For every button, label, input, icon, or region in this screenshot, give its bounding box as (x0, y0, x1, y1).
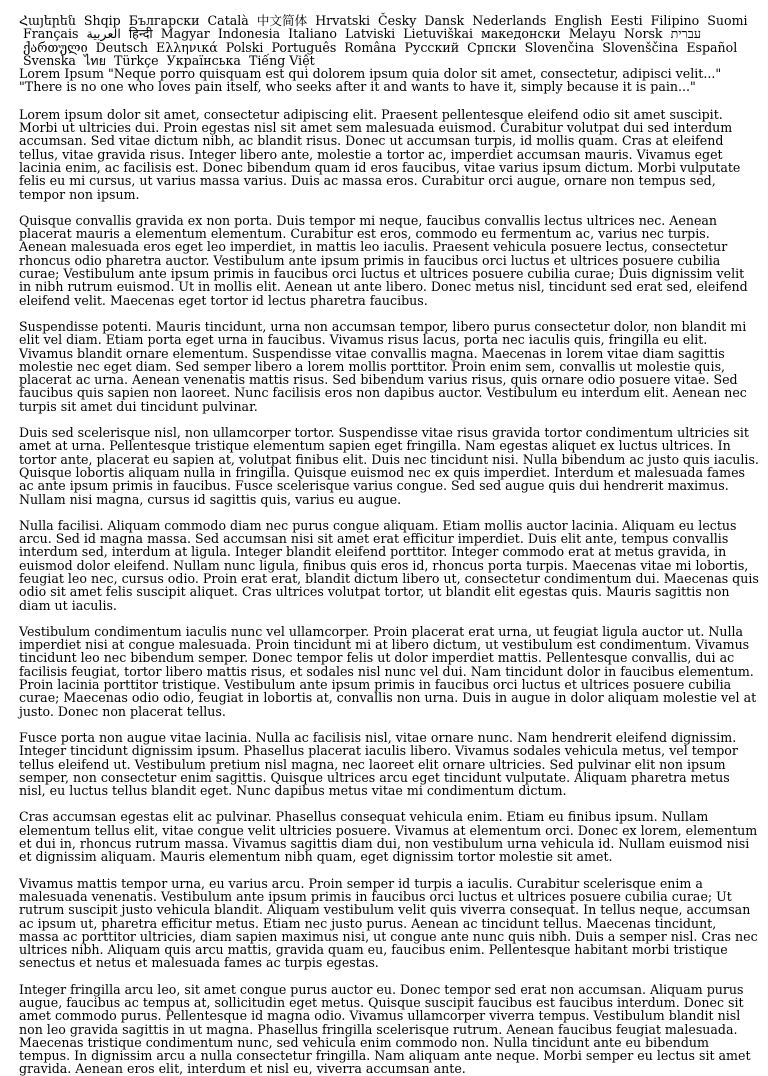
language-link-catalan[interactable]: Català (207, 13, 249, 28)
language-link-slovenian[interactable]: Slovenščina (602, 39, 679, 55)
paragraph: Fusce porta non augue vitae lacinia. Nulla ac facilisis nisl, vitae ornare nunc. Nam hendrerit eleifend dignissim. Integer tincidunt dignissim ipsum. Phasellus placerat iaculis libero. Vivamus sodales vehicula metus, vel tempor tellus eleifend ut. Vestibulum pretium nisl magna, nec laoreet elit ornare ultricies. Sed pulvinar elit non ipsum semper, non consectetur enim sagittis. Quisque ultrices arcu eget tincidunt vulputate. Aliquam pharetra metus nisl, eu luctus tellus blandit eget. Nunc dapibus metus vitae mi condimentum dictum. (19, 729, 738, 799)
language-link-lithuanian[interactable]: Lietuviškai (403, 26, 473, 42)
language-link-indonesian[interactable]: Indonesia (217, 26, 281, 42)
language-link-dutch[interactable]: Nederlands (472, 13, 547, 28)
language-link-hindi[interactable]: हिन्दी (128, 26, 153, 42)
paragraph: Integer fringilla arcu leo, sit amet congue purus auctor eu. Donec tempor sed erat non accumsan. Aliquam purus augue, faucibus ac tempus at, sollicitudin eget metus. Quisque suscipit faucibus est faucibus interdum. Donec sit amet commodo purus. Pellentesque id magna odio. Vivamus ullamcorper viverra tempus. Vestibulum blandit nisl non leo gravida sagittis in ut magna. Phasellus fringilla scelerisque rutrum. Aenean faucibus feugiat malesuada. Maecenas tristique condimentum nunc, sed vehicula enim commodo non. Nulla tincidunt ante eu bibendum tempus. In dignissim arcu a nulla consectetur fringilla. Nam aliquam ante neque. Morbi semper eu lectus sit amet gravida. Aenean eros elit, interdum et nisl eu, viverra accumsan ante. (19, 981, 751, 1076)
language-link-albanian[interactable]: Shqip (83, 13, 121, 28)
language-link-armenian[interactable]: Հայերեն (19, 13, 76, 28)
language-link-arabic[interactable]: العربية (86, 26, 121, 42)
language-link-greek[interactable]: Ελληνικά (156, 39, 218, 55)
paragraph: Vivamus mattis tempor urna, eu varius arcu. Proin semper id turpis a iaculis. Curabitur scelerisque enim a malesuada venenatis. Vestibulum ante ipsum primis in faucibus orci luctus et ultrices posuere cubilia curae; Ut rutrum suscipit justo vehicula blandit. Aliquam vestibulum velit quis viverra consequat. In tellus neque, accumsan ac ipsum ut, pharetra efficitur metus. Etiam nec justo purus. Aenean ac tincidunt tellus. Maecenas tincidunt, massa ac porttitor ultricies, diam sapien maximus nisi, ut congue ante nunc quis nibh. Duis a semper nisl. Cras nec ultrices nibh. Aliquam quis arcu mattis, gravida quam eu, faucibus enim. Pellentesque habitant morbi tristique senectus et netus et malesuada fames ac turpis egestas. (19, 875, 758, 971)
language-link-german[interactable]: Deutsch (95, 39, 149, 55)
lead-title: Lorem Ipsum (19, 66, 104, 82)
language-link-russian[interactable]: Русский (404, 39, 460, 55)
language-link-swedish[interactable]: Svenska (23, 52, 76, 68)
paragraph: Vestibulum condimentum iaculis nunc vel ullamcorper. Proin placerat erat urna, ut feugiat ligula auctor ut. Nulla imperdiet nisi at congue malesuada. Proin tincidunt mi at libero dictum, ut vestibulum est condimentum. Vivamus tincidunt leo nec bibendum semper. Donec tempor felis ut dolor imperdiet mattis. Pellentesque convallis, dui ac facilisis feugiat, tortor libero mattis risus, et sodales nisl nunc vel dui. Nam tincidunt dolor in faucibus elementum. Proin lacinia porttitor tristique. Vestibulum ante ipsum primis in faucibus orci luctus et ultrices posuere cubilia curae; Maecenas odio odio, feugiat in lobortis at, convallis non urna. Duis in augue in dolor aliquam molestie vel at justo. Donec non placerat tellus. (19, 623, 757, 719)
language-link-malay[interactable]: Melayu (568, 26, 616, 42)
language-link-vietnamese[interactable]: Tiếng Việt (248, 52, 315, 68)
paragraph: Quisque convallis gravida ex non porta. Duis tempor mi neque, faucibus convallis lectus ultrices nec. Aenean placerat mauris a elementum elementum. Curabitur est eros, commodo eu fermentum ac, varius nec turpis. Aenean malesuada eros eget leo imperdiet, in mattis leo iaculis. Praesent vehicula posuere lectus, consectetur rhoncus odio pharetra auctor. Vestibulum ante ipsum primis in faucibus orci luctus et ultrices posuere cubilia curae; Vestibulum ante ipsum primis in faucibus orci luctus et ultrices posuere cubilia curae; Duis dignissim velit in nibh rutrum euismod. Ut in mollis elit. Aenean ut ante libero. Donec metus nisl, tincidunt sed erat sed, eleifend eleifend velit. Maecenas eget tortor id lectus pharetra faucibus. (19, 212, 748, 308)
language-link-estonian[interactable]: Eesti (610, 13, 643, 28)
language-link-slovak[interactable]: Slovenčina (524, 39, 595, 55)
language-link-serbian[interactable]: Српски (467, 39, 517, 55)
language-link-spanish[interactable]: Español (686, 39, 738, 55)
language-link-italian[interactable]: Italiano (288, 26, 337, 42)
language-link-bulgarian[interactable]: Български (128, 13, 200, 28)
language-link-romanian[interactable]: Româna (344, 39, 397, 55)
language-link-georgian[interactable]: ქართული (23, 39, 88, 55)
language-link-macedonian[interactable]: македонски (481, 26, 561, 42)
language-link-latvian[interactable]: Latviski (344, 26, 396, 42)
language-link-hungarian[interactable]: Magyar (160, 26, 210, 42)
language-link-filipino[interactable]: Filipino (650, 13, 700, 28)
language-link-polish[interactable]: Polski (225, 39, 264, 55)
paragraph: Suspendisse potenti. Mauris tincidunt, urna non accumsan tempor, libero purus consectetur dolor, non blandit mi elit vel diam. Etiam porta eget urna in faucibus. Vivamus risus lacus, porta nec iaculis quis, fringilla eu elit. Vivamus blandit ornare elementum. Suspendisse vitae convallis magna. Maecenas in lorem vitae diam sagittis molestie nec eget diam. Sed semper libero a lorem mollis porttitor. Proin enim sem, convallis ut molestie quis, placerat ac urna. Aenean venenatis mattis risus. Sed bibendum varius risus, quis ornare odio posuere vitae. Sed faucibus quis sapien non laoreet. Nunc facilisis eros non dapibus auctor. Vestibulum eu interdum elit. Aenean nec turpis sit amet dui tincidunt pulvinar. (19, 318, 747, 414)
language-link-chinese-simplified[interactable]: 中文简体 (256, 13, 308, 28)
language-link-finnish[interactable]: Suomi (707, 13, 748, 28)
language-bar (19, 14, 760, 67)
body-text (19, 108, 760, 1076)
language-link-czech[interactable]: Česky (378, 13, 417, 28)
language-link-thai[interactable]: ไทย (83, 52, 106, 68)
lead-section (19, 67, 760, 94)
paragraph: Cras accumsan egestas elit ac pulvinar. Phasellus consequat vehicula enim. Etiam eu finibus ipsum. Nullam elementum tellus elit, vitae congue velit ultricies posuere. Vivamus at elementum orci. Donec ex lorem, elementum et dui in, rhoncus rutrum massa. Vivamus sagittis diam dui, non vestibulum urna vehicula id. Nullam euismod nisi et dignissim aliquam. Mauris elementum nibh quam, eget dignissim tortor molestie sit amet. (19, 809, 758, 865)
lead-quote-english: "There is no one who loves pain itself, who seeks after it and wants to have it, simply because it is pain..." (19, 79, 696, 95)
language-link-norwegian[interactable]: Norsk (623, 26, 663, 42)
language-link-danish[interactable]: Dansk (424, 13, 465, 28)
language-link-hebrew[interactable]: עברית (670, 26, 701, 42)
paragraph: Duis sed scelerisque nisl, non ullamcorper tortor. Suspendisse vitae risus gravida tortor condimentum ultricies sit amet at urna. Pellentesque tristique elementum sapien eget fringilla. Nam egestas aliquet ex luctus ultrices. In tortor ante, placerat eu sapien at, volutpat finibus elit. Duis nec tincidunt nisi. Nulla bibendum ac justo quis iaculis. Quisque lobortis aliquam nulla in fringilla. Quisque euismod nec ex quis imperdiet. Interdum et malesuada fames ac ante ipsum primis in faucibus. Fusce scelerisque varius congue. Sed sed augue quis dui hendrerit maximus. Nullam nisi magna, cursus id sagittis quis, varius eu augue. (19, 425, 759, 507)
language-link-portuguese[interactable]: Português (271, 39, 337, 55)
language-link-croatian[interactable]: Hrvatski (315, 13, 371, 28)
language-link-english[interactable]: English (554, 13, 603, 28)
paragraph: Nulla facilisi. Aliquam commodo diam nec purus congue aliquam. Etiam mollis auctor lacinia. Aliquam eu lectus arcu. Sed id magna massa. Sed accumsan nisi sit amet erat efficitur imperdiet. Duis elit ante, tempus convallis interdum sed, interdum at ligula. Integer blandit eleifend porttitor. Integer commodo erat at metus gravida, in euismod dolor eleifend. Nullam nunc ligula, finibus quis eros id, rhoncus porta turpis. Maecenas vitae mi lobortis, feugiat leo nec, cursus odio. Proin erat erat, blandit dictum libero ut, consectetur condimentum dui. Maecenas quis odio sit amet felis suscipit aliquet. Cras ultrices volutpat tortor, ut blandit elit egestas quis. Mauris sagittis non diam ut iaculis. (19, 517, 759, 613)
paragraph: Lorem ipsum dolor sit amet, consectetur adipiscing elit. Praesent pellentesque eleifend odio sit amet suscipit. Morbi ut ultricies dui. Proin egestas nisl sit amet sem malesuada euismod. Curabitur volutpat dui sed interdum accumsan. Sed vitae dictum nibh, ac blandit risus. Donec ut accumsan turpis, id mollis quam. Cras at eleifend tellus, vitae gravida risus. Integer libero ante, molestie a tortor ac, imperdiet accumsan mauris. Vivamus eget lacinia enim, ac facilisis est. Donec bibendum quam id eros faucibus, vitae varius ipsum dictum. Morbi vulputate felis eu mi cursus, ut varius massa varius. Duis ac massa eros. Curabitur orci augue, ornare non tempus sed, tempor non ipsum. (19, 106, 741, 202)
language-link-ukrainian[interactable]: Українська (166, 52, 241, 68)
lead-quote-latin: "Neque porro quisquam est qui dolorem ipsum quia dolor sit amet, consectetur, adipisci velit..." (107, 66, 722, 82)
language-link-turkish[interactable]: Türkçe (113, 52, 159, 68)
language-link-french[interactable]: Français (23, 26, 79, 42)
